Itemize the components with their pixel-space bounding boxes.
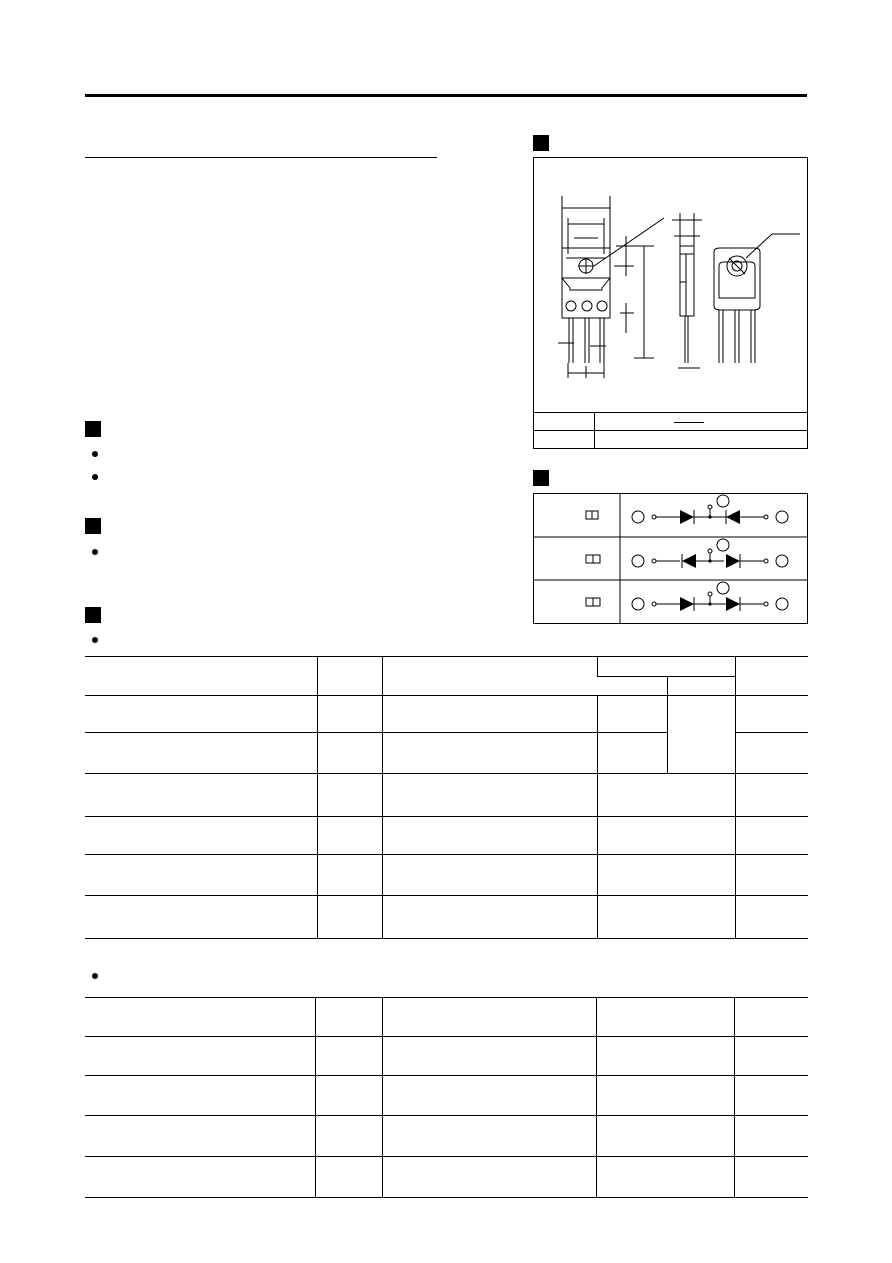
circuit-diagrams <box>534 494 807 623</box>
ratings-bullet <box>92 637 98 643</box>
outline-legend-row-1 <box>534 412 807 431</box>
table-row <box>85 1157 808 1198</box>
package-outline-drawing <box>534 158 807 448</box>
top-rule <box>85 94 807 97</box>
circuit-table-frame <box>533 493 808 624</box>
circuit-section-marker <box>533 470 549 486</box>
table-row <box>85 896 808 939</box>
features-bullet-1 <box>92 451 98 457</box>
table-row <box>85 1116 808 1157</box>
applications-section-marker <box>85 518 101 534</box>
table-header-row <box>85 998 808 1037</box>
electrical-characteristics-table <box>85 997 808 1198</box>
table-row <box>85 817 808 855</box>
outline-section-marker <box>533 135 549 151</box>
maximum-ratings-table <box>85 656 808 939</box>
features-section-marker <box>85 421 101 437</box>
header-ratings-b <box>667 677 735 696</box>
ratings-section-marker <box>85 607 101 623</box>
header-ratings <box>597 657 735 677</box>
table-header-row <box>85 657 808 677</box>
header-symbol <box>317 657 382 696</box>
title-underline <box>85 157 437 158</box>
header-conditions <box>382 657 597 696</box>
table-row <box>85 1037 808 1076</box>
package-outline-frame <box>533 157 808 449</box>
table-row <box>85 855 808 896</box>
outline-legend-row-2 <box>534 430 807 449</box>
features-bullet-2 <box>92 474 98 480</box>
header-ratings-a <box>597 677 667 696</box>
table-row <box>85 1076 808 1116</box>
header-parameter <box>85 657 317 696</box>
applications-bullet-1 <box>92 549 98 555</box>
characteristics-bullet <box>92 973 98 979</box>
table-row <box>85 696 808 733</box>
table-row <box>85 774 808 817</box>
header-unit <box>735 657 808 696</box>
